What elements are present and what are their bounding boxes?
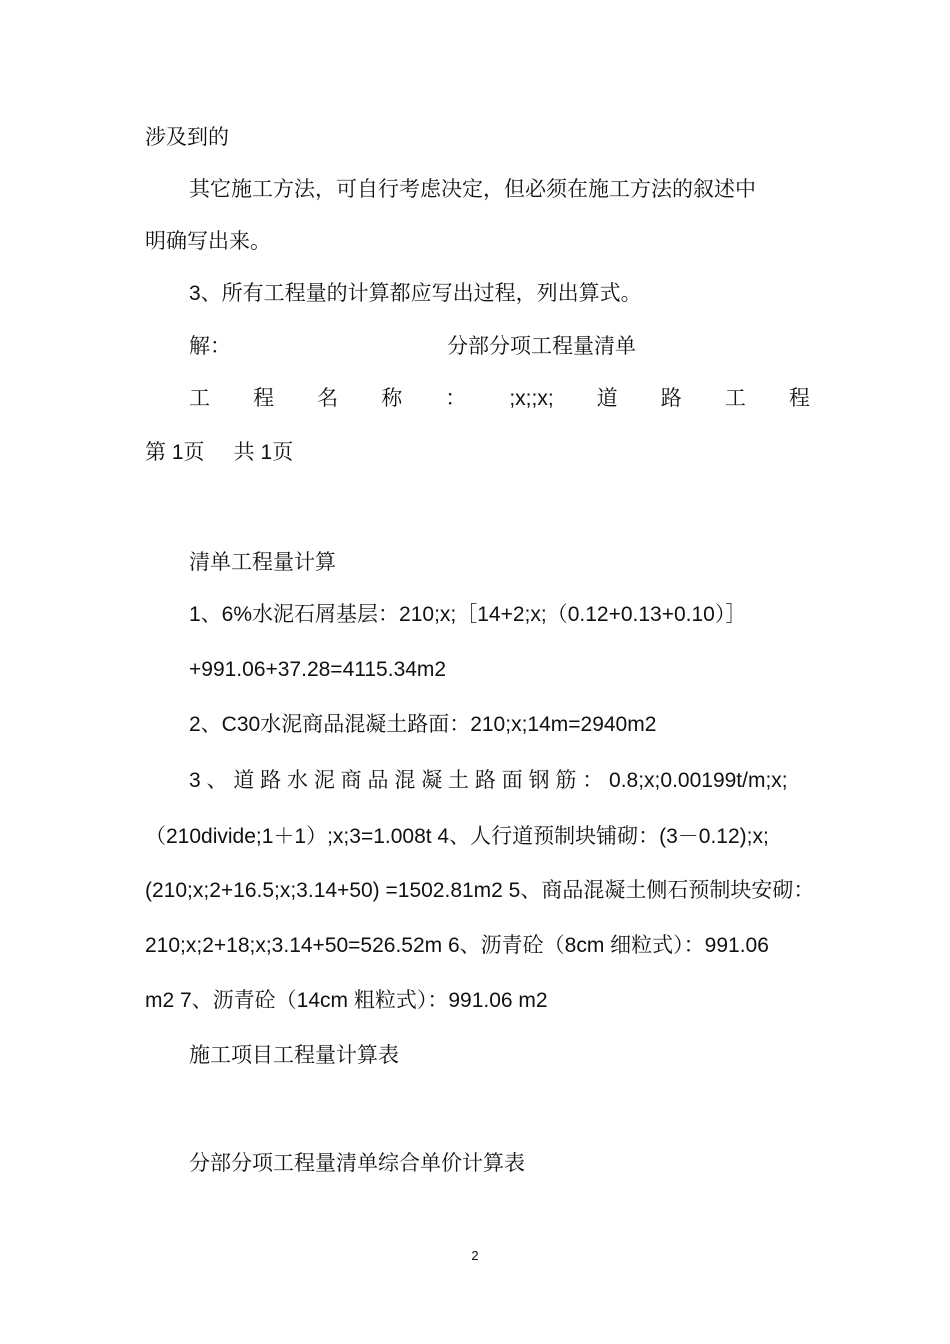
calc-item-2: 2、C30水泥商品混凝土路面：210;x;14m=2940m2 [189, 713, 657, 736]
project-name-char: 名 [317, 387, 339, 410]
project-name-char: ;x;;x; [509, 387, 554, 410]
calc-item-1-cont: +991.06+37.28=4115.34m2 [189, 658, 447, 681]
paragraph-continuation: 涉及到的 [145, 126, 229, 149]
solution-label: 解： [189, 335, 231, 358]
project-name-char: 程 [253, 387, 275, 410]
paragraph-requirement-3: 3、所有工程量的计算都应写出过程，列出算式。 [189, 282, 642, 305]
calc-item-7: m2 7、沥青砼（14cm 粗粒式）：991.06 m2 [145, 989, 548, 1012]
page-number: 2 [471, 1248, 479, 1263]
project-name-row [189, 384, 810, 414]
section-construction-calc: 施工项目工程量计算表 [189, 1044, 399, 1067]
project-name-char: 程 [788, 387, 810, 410]
table-title: 分部分项工程量清单 [447, 335, 636, 358]
project-name-char: 道 [596, 387, 618, 410]
project-name-char: 工 [724, 387, 746, 410]
solution-heading-row [189, 332, 810, 362]
project-name-char: 工 [189, 387, 210, 410]
section-unit-price: 分部分项工程量清单综合单价计算表 [189, 1152, 525, 1175]
project-name-char: ： [445, 387, 467, 410]
calc-item-1: 1、6%水泥石屑基层：210;x;［14+2;x;（0.12+0.13+0.10）］ [189, 603, 747, 626]
calc-item-3-cont: （210divide;1＋1）;x;3=1.008t 4、人行道预制块铺砌：(3－0.12);x; [145, 825, 769, 848]
calc-item-3: 3 、 道 路 水 泥 商 品 混 凝 土 路 面 钢 筋 ： 0.8;x;0.00199t/m;x; [189, 769, 788, 792]
project-name-char: 路 [660, 387, 682, 410]
paragraph-other-methods-cont: 明确写出来。 [145, 230, 271, 253]
section-quantity-calc: 清单工程量计算 [189, 551, 336, 574]
paragraph-other-methods: 其它施工方法，可自行考虑决定，但必须在施工方法的叙述中 [189, 178, 756, 201]
project-name-char: 称 [381, 387, 403, 410]
calc-item-5-cont: 210;x;2+18;x;3.14+50=526.52m 6、沥青砼（8cm 细粒式）：991.06 [145, 934, 769, 957]
calc-item-4-cont: (210;x;2+16.5;x;3.14+50) =1502.81m2 5、商品混凝土侧石预制块安砌： [145, 879, 815, 902]
page-info: 第 1页 共 1页 [145, 441, 294, 464]
